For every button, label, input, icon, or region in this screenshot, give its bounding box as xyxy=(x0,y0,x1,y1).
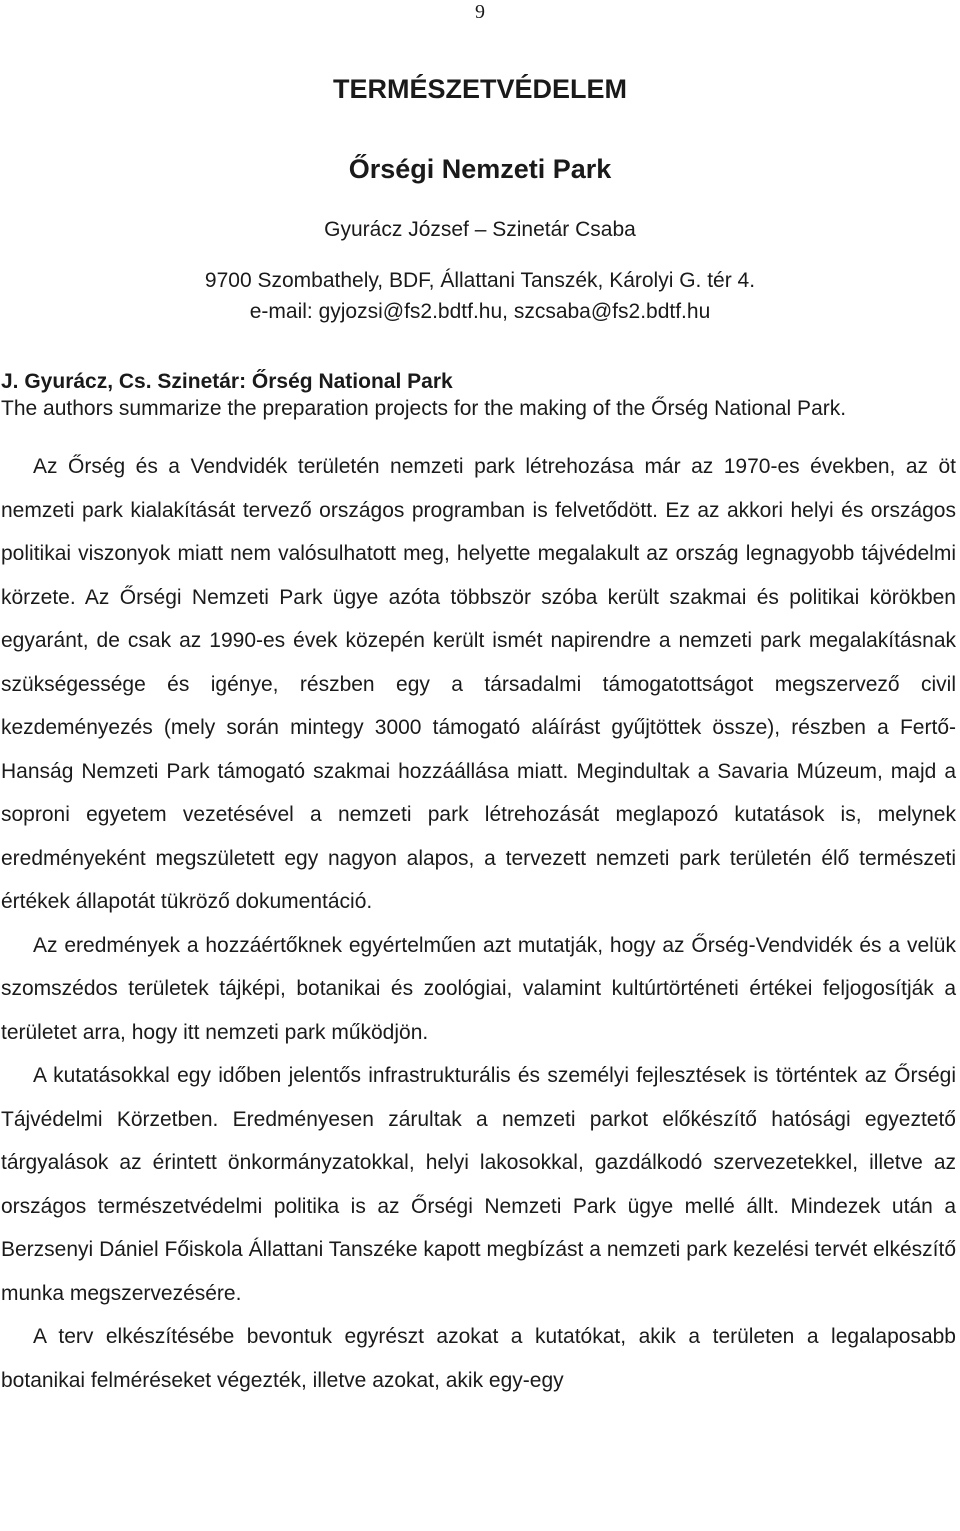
body-paragraph: A kutatásokkal egy időben jelentős infrastrukturális és személyi fejlesztések is történtek az Őrségi Tájvédelmi Körzetben. Eredményesen zárultak a nemzeti parkot előkészítő hatósági egyeztető tárgyalások az érintett önkormányzatokkal, helyi lakosokkal, gazdálkodó szervezetekkel, illetve az országos természetvédelmi politika is az Őrségi Nemzeti Park ügye mellé állt. Mindezek után a Berzsenyi Dániel Főiskola Állattani Tanszéke kapott megbízást a nemzeti park kezelési tervét elkészítő munka megszervezésére. xyxy=(1,1064,956,1305)
body-paragraph: Az eredmények a hozzáértőknek egyértelműen azt mutatják, hogy az Őrség-Vendvidék és a velük szomszédos területek tájképi, botanikai és zoológiai, valamint kultúrtörténeti értékei feljogosítják a területet arra, hogy itt nemzeti park működjön. xyxy=(1,933,956,1044)
abstract-text: The authors summarize the preparation projects for the making of the Őrség National Park. xyxy=(1,397,847,420)
author-address: 9700 Szombathely, BDF, Állattani Tanszék, Károlyi G. tér 4. xyxy=(204,269,756,292)
article-body xyxy=(1,445,956,1402)
page-number: 9 xyxy=(475,1,485,23)
body-paragraph: Az Őrség és a Vendvidék területén nemzeti park létrehozása már az 1970-es években, az öt nemzeti park kialakítását tervező országos programban is felvetődött. Ez az akkori helyi és országos politikai viszonyok miatt nem valósulhatott meg, helyette megalakult az ország legnagyobb tájvédelmi körzete. Az Őrségi Nemzeti Park ügye azóta többször szóba került szakmai és politikai körökben egyaránt, de csak az 1990-es évek közepén került ismét napirendre a nemzeti park megalakításnak szükségessége és igénye, részben egy a társadalmi támogatottságot megszervező civil kezdeményezés (mely során mintegy 3000 támogató aláírást gyűjtöttek össze), részben a Fertő-Hanság Nemzeti Park támogató szakmai hozzáállása miatt. Megindultak a Savaria Múzeum, majd a soproni egyetem vezetésével a nemzeti park létrehozását meglapozó kutatások is, melynek eredményeként megszületett egy nagyon alapos, a tervezett nemzeti park területén élő természeti értékek állapotát tükröző dokumentáció. xyxy=(1,455,956,913)
section-title: TERMÉSZETVÉDELEM xyxy=(332,74,628,104)
article-title: Őrségi Nemzeti Park xyxy=(348,154,612,184)
body-paragraph: A terv elkészítésébe bevontuk egyrészt azokat a kutatókat, akik a területen a legalaposabb botanikai felméréseket végezték, illetve azokat, akik egy-egy xyxy=(1,1325,956,1392)
authors: Gyurácz József – Szinetár Csaba xyxy=(324,218,636,241)
author-email: e-mail: gyjozsi@fs2.bdtf.hu, szcsaba@fs2.bdtf.hu xyxy=(249,300,711,323)
abstract-title: J. Gyurácz, Cs. Szinetár: Őrség National Park xyxy=(1,370,453,393)
